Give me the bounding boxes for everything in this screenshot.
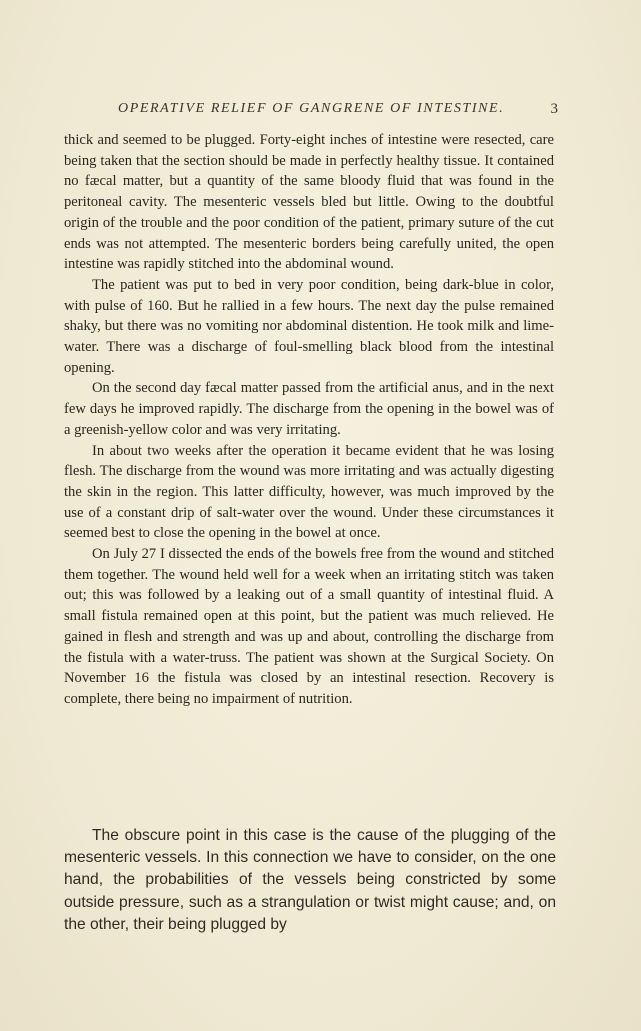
paragraph-july-27: On July 27 I dissected the ends of the bowels free from the wound and stitched them together. The wound held well for a week when an irritating stitch was taken out; this was followed by a leaking out of a small quantity of intestinal fluid. A small fistula remained open at this point, but the patient was much relieved. He gained in flesh and strength and was up and about, controlling the discharge from the fistula with a water-truss. The patient was shown at the Surgical Society. On November 16 the fistula was closed by an intestinal resection. Recovery is complete, there being no impairment of nutrition. (64, 546, 554, 707)
case-report-body (64, 130, 554, 710)
paragraph-continued: thick and seemed to be plugged. Forty-eight inches of intestine were resected, care being taken that the section should be made in perfectly healthy tissue. It contained no fæcal matter, but a quantity of the same bloody fluid that was found in the peritoneal cavity. The mesenteric vessels bled but little. Owing to the doubtful origin of the trouble and the poor condition of the patient, primary suture of the cut ends was not attempted. The mesenteric borders being carefully united, the open intestine was rapidly stitched into the abdominal wound. (64, 132, 554, 273)
running-head-title: OPERATIVE RELIEF OF GANGRENE OF INTESTINE. (118, 101, 505, 116)
paragraph-discussion: The obscure point in this case is the cause of the plugging of the mesenteric vessels. In this connection we have to consider, on the one hand, the probabilities of the vessels being constricted by some outside pressure, such as a strangulation or twist might cause; and, on the other, their being plugged by (64, 827, 556, 933)
discussion-block (64, 825, 556, 936)
page-number: 3 (550, 101, 558, 117)
paragraph-second-day: On the second day fæcal matter passed from the artificial anus, and in the next few days he improved rapidly. The discharge from the opening in the bowel was of a greenish-yellow color and was very irritating. (64, 380, 554, 438)
paragraph-postoperative: The patient was put to bed in very poor condition, being dark-blue in color, with pulse of 160. But he rallied in a few hours. The next day the pulse remained shaky, but there was no vomiting nor abdominal distention. He took milk and lime-water. There was a discharge of foul-smelling black blood from the intestinal opening. (64, 276, 554, 376)
running-head (118, 101, 558, 121)
paragraph-two-weeks: In about two weeks after the operation it became evident that he was losing flesh. The discharge from the wound was more irritating and was actually digesting the skin in the region. This latter difficulty, however, was much improved by the use of a constant drip of salt-water over the wound. Under these circumstances it seemed best to close the opening in the bowel at once. (64, 442, 554, 542)
